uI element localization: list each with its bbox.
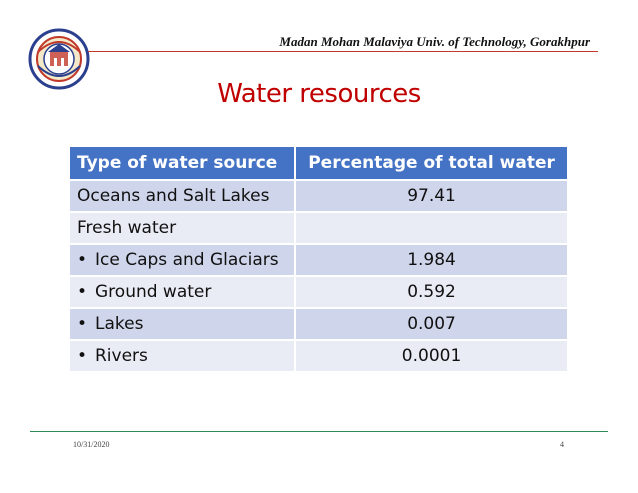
row-label: Lakes <box>95 314 144 334</box>
footer-divider <box>30 431 608 432</box>
table-row <box>69 276 568 308</box>
column-header-source: Type of water source <box>69 146 295 180</box>
row-label: Fresh water <box>69 212 295 244</box>
row-value: 0.592 <box>295 276 568 308</box>
table-row <box>69 212 568 244</box>
footer-date: 10/31/2020 <box>73 440 110 449</box>
bullet-icon: • <box>77 250 88 270</box>
table-header-row <box>69 146 568 180</box>
bullet-icon: • <box>77 282 88 302</box>
page-number: 4 <box>560 440 564 449</box>
slide-title: Water resources <box>217 79 421 110</box>
row-value: 0.0001 <box>295 340 568 372</box>
row-label: Rivers <box>95 346 148 366</box>
row-label: Oceans and Salt Lakes <box>69 180 295 212</box>
water-resources-table <box>68 145 569 373</box>
header-divider <box>88 51 598 52</box>
table-row <box>69 180 568 212</box>
row-value: 1.984 <box>295 244 568 276</box>
bullet-icon: • <box>77 314 88 334</box>
table-row <box>69 244 568 276</box>
row-label: Ground water <box>95 282 212 302</box>
row-value <box>295 212 568 244</box>
column-header-percentage: Percentage of total water <box>295 146 568 180</box>
table-row <box>69 308 568 340</box>
row-label-cell <box>69 308 295 340</box>
row-label-cell <box>69 244 295 276</box>
row-value: 97.41 <box>295 180 568 212</box>
row-label-cell <box>69 276 295 308</box>
institution-name: Madan Mohan Malaviya Univ. of Technology, Gorakhpur <box>279 34 590 49</box>
row-value: 0.007 <box>295 308 568 340</box>
bullet-icon: • <box>77 346 88 366</box>
row-label-cell <box>69 340 295 372</box>
row-label: Ice Caps and Glaciars <box>95 250 279 270</box>
table-row <box>69 340 568 372</box>
